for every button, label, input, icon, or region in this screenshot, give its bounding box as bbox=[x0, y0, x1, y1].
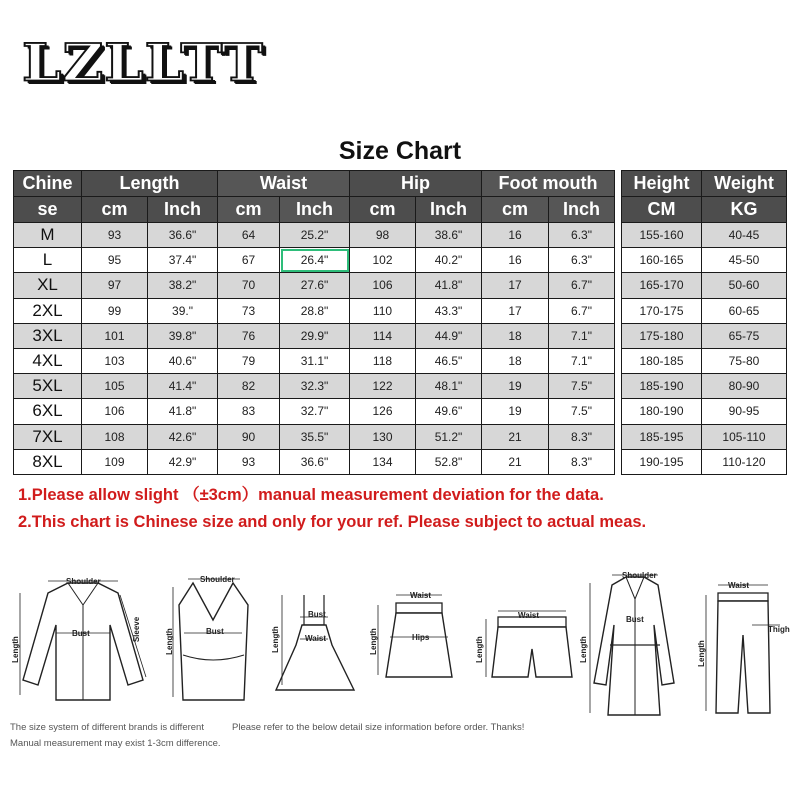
unit-header: Inch bbox=[416, 197, 482, 223]
footer-line-2: Manual measurement may exist 1-3cm difference. bbox=[10, 738, 221, 749]
measure-cell: 26.4" bbox=[280, 248, 350, 273]
weight-cell: 90-95 bbox=[702, 399, 787, 424]
measure-cell: 40.6" bbox=[148, 348, 218, 373]
measure-cell: 103 bbox=[82, 348, 148, 373]
measure-cell: 126 bbox=[350, 399, 416, 424]
measure-cell: 37.4" bbox=[148, 248, 218, 273]
measure-cell: 39." bbox=[148, 298, 218, 323]
notes bbox=[18, 482, 646, 536]
group-header-waist: Waist bbox=[218, 171, 350, 197]
measure-cell: 21 bbox=[482, 449, 549, 474]
weight-cell: 75-80 bbox=[702, 348, 787, 373]
height-cell: 180-185 bbox=[622, 348, 702, 373]
height-cell: 180-190 bbox=[622, 399, 702, 424]
measure-cell: 32.7" bbox=[280, 399, 350, 424]
size-cell: L bbox=[14, 248, 82, 273]
thigh-label: Thigh bbox=[768, 625, 790, 634]
height-cell: 190-195 bbox=[622, 449, 702, 474]
measure-cell: 79 bbox=[218, 348, 280, 373]
length-label: Length bbox=[164, 628, 174, 655]
measure-cell: 28.8" bbox=[280, 298, 350, 323]
measure-cell: 49.6" bbox=[416, 399, 482, 424]
measure-cell: 76 bbox=[218, 323, 280, 348]
size-cell: 3XL bbox=[14, 323, 82, 348]
size-cell: 8XL bbox=[14, 449, 82, 474]
measure-cell: 7.1" bbox=[549, 323, 615, 348]
waist-label: Waist bbox=[518, 611, 540, 620]
measure-cell: 27.6" bbox=[280, 273, 350, 298]
height-cell: 165-170 bbox=[622, 273, 702, 298]
measure-cell: 39.8" bbox=[148, 323, 218, 348]
measure-cell: 40.2" bbox=[416, 248, 482, 273]
size-cell: M bbox=[14, 223, 82, 248]
measure-cell: 82 bbox=[218, 374, 280, 399]
length-label: Length bbox=[368, 628, 378, 655]
group-header-hip: Hip bbox=[350, 171, 482, 197]
measure-cell: 102 bbox=[350, 248, 416, 273]
size-cell: 4XL bbox=[14, 348, 82, 373]
unit-header: cm bbox=[350, 197, 416, 223]
table-row bbox=[622, 323, 787, 348]
measure-cell: 95 bbox=[82, 248, 148, 273]
height-cell: 170-175 bbox=[622, 298, 702, 323]
measure-cell: 105 bbox=[82, 374, 148, 399]
measure-cell: 7.1" bbox=[549, 348, 615, 373]
measure-cell: 130 bbox=[350, 424, 416, 449]
weight-cell: 50-60 bbox=[702, 273, 787, 298]
height-unit-header: CM bbox=[622, 197, 702, 223]
measure-cell: 93 bbox=[218, 449, 280, 474]
unit-header: Inch bbox=[549, 197, 615, 223]
measure-cell: 114 bbox=[350, 323, 416, 348]
table-row bbox=[622, 348, 787, 373]
height-cell: 160-165 bbox=[622, 248, 702, 273]
table-row bbox=[14, 223, 615, 248]
length-label: Length bbox=[696, 640, 706, 667]
table-row bbox=[14, 248, 615, 273]
shorts-figure bbox=[474, 565, 580, 715]
weight-cell: 65-75 bbox=[702, 323, 787, 348]
page-title: Size Chart bbox=[338, 137, 462, 165]
measure-cell: 38.6" bbox=[416, 223, 482, 248]
group-header-foot-mouth: Foot mouth bbox=[482, 171, 615, 197]
measure-cell: 43.3" bbox=[416, 298, 482, 323]
table-row bbox=[622, 273, 787, 298]
table-row bbox=[622, 424, 787, 449]
measure-cell: 8.3" bbox=[549, 449, 615, 474]
measure-cell: 41.8" bbox=[148, 399, 218, 424]
table-row bbox=[622, 298, 787, 323]
height-cell: 185-190 bbox=[622, 374, 702, 399]
size-cell: XL bbox=[14, 273, 82, 298]
measure-cell: 6.3" bbox=[549, 248, 615, 273]
measure-cell: 51.2" bbox=[416, 424, 482, 449]
coat-figure bbox=[578, 565, 682, 715]
measure-cell: 32.3" bbox=[280, 374, 350, 399]
shoulder-label: Shoulder bbox=[622, 571, 657, 580]
weight-header: Weight bbox=[702, 171, 787, 197]
measure-cell: 38.2" bbox=[148, 273, 218, 298]
waist-label: Waist bbox=[410, 591, 432, 600]
measure-cell: 97 bbox=[82, 273, 148, 298]
coat-drawing-icon bbox=[582, 565, 682, 715]
pants-figure bbox=[690, 565, 795, 715]
measure-cell: 41.8" bbox=[416, 273, 482, 298]
table-row bbox=[622, 449, 787, 474]
size-header-cont: se bbox=[14, 197, 82, 223]
tank-drawing-icon bbox=[168, 565, 268, 715]
brand-logo: LZLLTT bbox=[22, 32, 264, 94]
waist-label: Waist bbox=[728, 581, 750, 590]
weight-cell: 60-65 bbox=[702, 298, 787, 323]
measure-cell: 36.6" bbox=[148, 223, 218, 248]
table-row bbox=[14, 298, 615, 323]
measure-cell: 46.5" bbox=[416, 348, 482, 373]
shorts-drawing-icon bbox=[480, 565, 580, 715]
measure-cell: 48.1" bbox=[416, 374, 482, 399]
height-cell: 155-160 bbox=[622, 223, 702, 248]
measure-cell: 36.6" bbox=[280, 449, 350, 474]
measure-cell: 52.8" bbox=[416, 449, 482, 474]
measure-cell: 21 bbox=[482, 424, 549, 449]
skirt-figure bbox=[368, 565, 468, 715]
unit-header: cm bbox=[482, 197, 549, 223]
measure-cell: 110 bbox=[350, 298, 416, 323]
height-weight-table bbox=[621, 170, 787, 475]
height-cell: 185-195 bbox=[622, 424, 702, 449]
table-row bbox=[14, 374, 615, 399]
measure-cell: 108 bbox=[82, 424, 148, 449]
shoulder-label: Shoulder bbox=[66, 577, 101, 586]
table-row bbox=[14, 323, 615, 348]
footer-line-left: The size system of different brands is different bbox=[10, 722, 204, 733]
size-header: Chine bbox=[14, 171, 82, 197]
table-row bbox=[622, 399, 787, 424]
measure-cell: 67 bbox=[218, 248, 280, 273]
measure-cell: 42.6" bbox=[148, 424, 218, 449]
weight-cell: 80-90 bbox=[702, 374, 787, 399]
weight-cell: 110-120 bbox=[702, 449, 787, 474]
measure-cell: 90 bbox=[218, 424, 280, 449]
weight-cell: 45-50 bbox=[702, 248, 787, 273]
weight-unit-header: KG bbox=[702, 197, 787, 223]
measure-cell: 64 bbox=[218, 223, 280, 248]
measure-cell: 6.3" bbox=[549, 223, 615, 248]
shoulder-label: Shoulder bbox=[200, 575, 235, 584]
length-label: Length bbox=[474, 636, 484, 663]
hips-label: Hips bbox=[412, 633, 430, 642]
measure-cell: 118 bbox=[350, 348, 416, 373]
measure-cell: 8.3" bbox=[549, 424, 615, 449]
measure-cell: 7.5" bbox=[549, 399, 615, 424]
height-cell: 175-180 bbox=[622, 323, 702, 348]
measure-cell: 16 bbox=[482, 248, 549, 273]
measure-cell: 35.5" bbox=[280, 424, 350, 449]
measure-cell: 134 bbox=[350, 449, 416, 474]
measure-cell: 42.9" bbox=[148, 449, 218, 474]
sleeve-label: Sleeve bbox=[132, 616, 142, 643]
bust-label: Bust bbox=[308, 610, 326, 619]
length-label: Length bbox=[10, 636, 20, 663]
bust-label: Bust bbox=[72, 629, 90, 638]
waist-label: Waist bbox=[305, 634, 327, 643]
measure-cell: 93 bbox=[82, 223, 148, 248]
dress-figure bbox=[272, 565, 362, 715]
bust-label: Bust bbox=[206, 627, 224, 636]
tank-figure bbox=[164, 565, 268, 715]
table-row bbox=[14, 273, 615, 298]
length-label: Length bbox=[578, 636, 588, 663]
table-row bbox=[622, 223, 787, 248]
measure-cell: 29.9" bbox=[280, 323, 350, 348]
note-line: 2.This chart is Chinese size and only for your ref. Please subject to actual meas. bbox=[18, 513, 647, 531]
measure-cell: 17 bbox=[482, 273, 549, 298]
bust-label: Bust bbox=[626, 615, 644, 624]
measure-cell: 70 bbox=[218, 273, 280, 298]
unit-header: cm bbox=[218, 197, 280, 223]
measure-cell: 19 bbox=[482, 374, 549, 399]
size-cell: 6XL bbox=[14, 399, 82, 424]
measure-cell: 25.2" bbox=[280, 223, 350, 248]
measurement-figures bbox=[0, 565, 800, 715]
measure-cell: 109 bbox=[82, 449, 148, 474]
unit-header: cm bbox=[82, 197, 148, 223]
measure-cell: 98 bbox=[350, 223, 416, 248]
weight-cell: 40-45 bbox=[702, 223, 787, 248]
measure-cell: 106 bbox=[350, 273, 416, 298]
measure-cell: 44.9" bbox=[416, 323, 482, 348]
shirt-figure bbox=[8, 565, 158, 715]
note-line: 1.Please allow slight （±3cm）manual measurement deviation for the data. bbox=[18, 486, 604, 504]
measure-cell: 41.4" bbox=[148, 374, 218, 399]
measure-cell: 17 bbox=[482, 298, 549, 323]
size-cell: 2XL bbox=[14, 298, 82, 323]
table-row bbox=[14, 348, 615, 373]
measure-cell: 18 bbox=[482, 348, 549, 373]
measure-cell: 101 bbox=[82, 323, 148, 348]
measure-cell: 16 bbox=[482, 223, 549, 248]
table-row bbox=[622, 248, 787, 273]
measure-cell: 6.7" bbox=[549, 273, 615, 298]
measure-cell: 19 bbox=[482, 399, 549, 424]
unit-header: Inch bbox=[148, 197, 218, 223]
table-row bbox=[622, 374, 787, 399]
size-cell: 7XL bbox=[14, 424, 82, 449]
table-row bbox=[14, 449, 615, 474]
length-label: Length bbox=[270, 626, 280, 653]
group-header-length: Length bbox=[82, 171, 218, 197]
measure-cell: 7.5" bbox=[549, 374, 615, 399]
measure-cell: 122 bbox=[350, 374, 416, 399]
measure-cell: 83 bbox=[218, 399, 280, 424]
measure-cell: 73 bbox=[218, 298, 280, 323]
height-header: Height bbox=[622, 171, 702, 197]
measure-cell: 18 bbox=[482, 323, 549, 348]
table-row bbox=[14, 424, 615, 449]
unit-header: Inch bbox=[280, 197, 350, 223]
size-cell: 5XL bbox=[14, 374, 82, 399]
size-table bbox=[13, 170, 615, 475]
measure-cell: 31.1" bbox=[280, 348, 350, 373]
weight-cell: 105-110 bbox=[702, 424, 787, 449]
table-row bbox=[14, 399, 615, 424]
footer-line-right: Please refer to the below detail size information before order. Thanks! bbox=[232, 722, 525, 733]
measure-cell: 6.7" bbox=[549, 298, 615, 323]
measure-cell: 99 bbox=[82, 298, 148, 323]
measure-cell: 106 bbox=[82, 399, 148, 424]
